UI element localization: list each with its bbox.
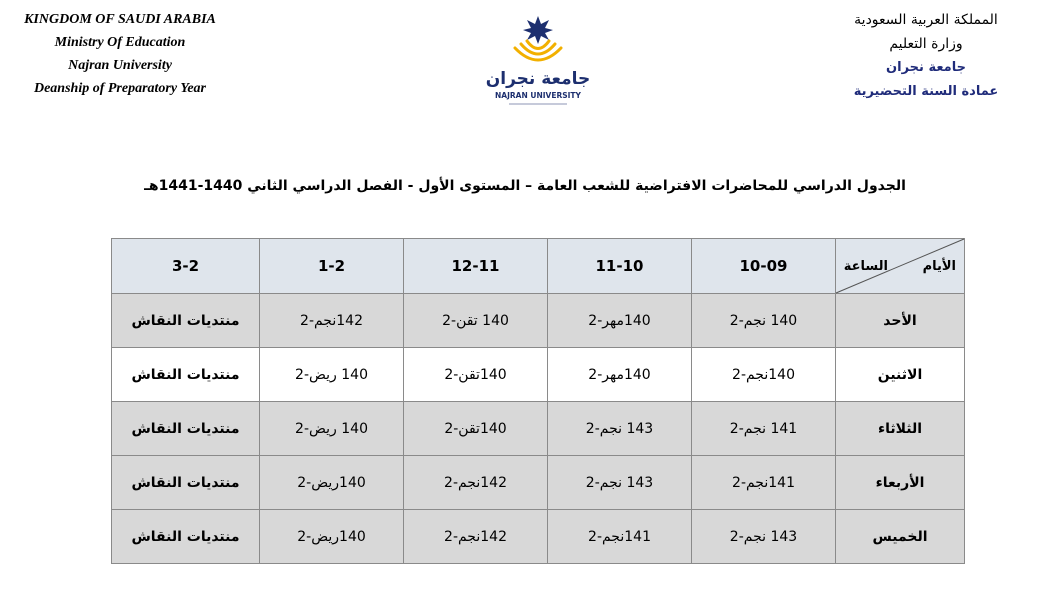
table-row: [112, 294, 965, 348]
forum-cell: منتديات النقاش: [112, 294, 260, 348]
forum-cell: منتديات النقاش: [112, 402, 260, 456]
table-header-row: [112, 239, 965, 294]
course-cell: 140ريض-2: [260, 456, 404, 510]
forum-cell: منتديات النقاش: [112, 510, 260, 564]
corner-header: [836, 239, 965, 294]
header-english: [4, 8, 236, 100]
kingdom-label: KINGDOM OF SAUDI ARABIA: [24, 12, 216, 27]
course-cell: 142نجم-2: [404, 510, 548, 564]
day-cell: الثلاثاء: [836, 402, 965, 456]
forum-cell: منتديات النقاش: [112, 456, 260, 510]
course-cell: 140ريض-2: [260, 510, 404, 564]
header-arabic: [826, 8, 1026, 104]
column-header: 1-2: [260, 239, 404, 294]
table-row: [112, 348, 965, 402]
course-cell: 140 ريض-2: [260, 402, 404, 456]
day-cell: الأربعاء: [836, 456, 965, 510]
course-cell: 140 نجم-2: [692, 294, 836, 348]
najran-university-logo: [485, 14, 591, 118]
deanship-label: Deanship of Preparatory Year: [33, 81, 207, 96]
ministry-label: Ministry Of Education: [54, 35, 186, 50]
day-cell: الأحد: [836, 294, 965, 348]
course-cell: 140 تقن-2: [404, 294, 548, 348]
forum-cell: منتديات النقاش: [112, 348, 260, 402]
kingdom-label-ar: المملكة العربية السعودية: [854, 12, 998, 28]
column-header: 10-09: [692, 239, 836, 294]
deanship-label-ar: عمادة السنة التحضيرية: [853, 84, 999, 99]
course-cell: 141نجم-2: [548, 510, 692, 564]
course-cell: 141 نجم-2: [692, 402, 836, 456]
column-header: 12-11: [404, 239, 548, 294]
course-cell: 140تقن-2: [404, 402, 548, 456]
course-cell: 141نجم-2: [692, 456, 836, 510]
course-cell: 142نجم-2: [260, 294, 404, 348]
column-header: 11-10: [548, 239, 692, 294]
table-row: [112, 402, 965, 456]
course-cell: 143 نجم-2: [692, 510, 836, 564]
corner-days-label: الأيام: [922, 259, 956, 274]
course-cell: 140 ريض-2: [260, 348, 404, 402]
course-cell: 140مهر-2: [548, 294, 692, 348]
table-row: [112, 510, 965, 564]
ministry-label-ar: وزارة التعليم: [889, 36, 963, 52]
course-cell: 143 نجم-2: [548, 456, 692, 510]
course-cell: 143 نجم-2: [548, 402, 692, 456]
column-header: 3-2: [112, 239, 260, 294]
page-title: الجدول الدراسي للمحاضرات الافتراضية للشعب العامة – المستوى الأول - الفصل الدراسي الثاني 1440-1441هـ: [144, 178, 906, 194]
university-label-ar: جامعة نجران: [886, 60, 966, 75]
corner-time-label: الساعة: [843, 259, 888, 274]
table-row: [112, 456, 965, 510]
logo-english-text: NAJRAN UNIVERSITY: [495, 91, 581, 100]
course-cell: 140تقن-2: [404, 348, 548, 402]
schedule-table: [111, 238, 965, 564]
day-cell: الاثنين: [836, 348, 965, 402]
course-cell: 140مهر-2: [548, 348, 692, 402]
course-cell: 142نجم-2: [404, 456, 548, 510]
logo-arabic-text: جامعة نجران: [485, 69, 591, 89]
university-label: Najran University: [68, 58, 172, 73]
day-cell: الخميس: [836, 510, 965, 564]
course-cell: 140نجم-2: [692, 348, 836, 402]
